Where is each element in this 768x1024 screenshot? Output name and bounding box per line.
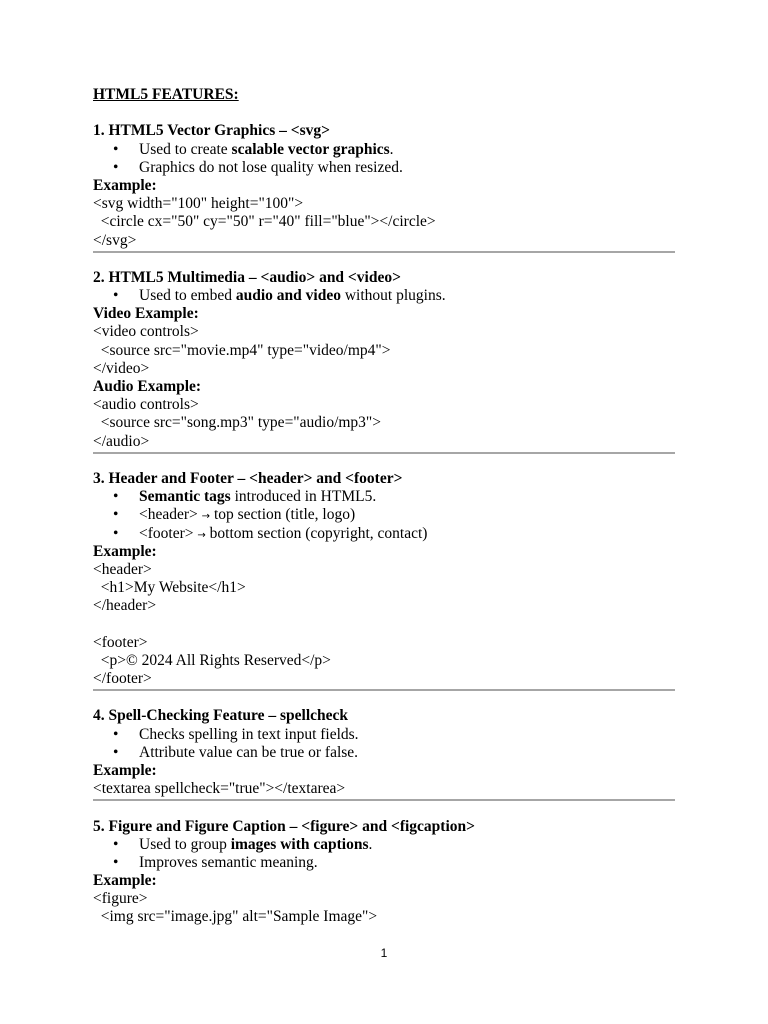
spacer bbox=[93, 253, 675, 269]
spacer bbox=[93, 801, 675, 817]
bullet-text: Attribute value can be true or false. bbox=[139, 743, 359, 761]
bullet-item bbox=[93, 854, 675, 872]
code-line: <svg width="100" height="100"> bbox=[93, 195, 304, 213]
code-line: </footer> bbox=[93, 670, 152, 687]
audio-example-label: Audio Example: bbox=[93, 378, 202, 395]
bullet-text: Used to group bbox=[139, 835, 231, 853]
code-line: </audio> bbox=[93, 432, 150, 450]
bullet-dot: • bbox=[113, 287, 119, 305]
code-line: <footer> bbox=[93, 633, 148, 651]
bullet-item bbox=[93, 159, 675, 177]
bullet-item bbox=[93, 488, 675, 506]
bullet-item bbox=[93, 744, 675, 762]
code-line: <source src="movie.mp4" type="video/mp4"> bbox=[93, 341, 391, 359]
code-line: <p>© 2024 All Rights Reserved</p> bbox=[93, 651, 331, 669]
spacer bbox=[93, 691, 675, 707]
code-line: <textarea spellcheck="true"></textarea> bbox=[93, 780, 346, 798]
document-page bbox=[93, 86, 675, 927]
spacer bbox=[93, 454, 675, 470]
bullet-dot: • bbox=[113, 158, 119, 176]
bullet-item bbox=[93, 525, 675, 543]
bullet-dot: • bbox=[113, 488, 119, 506]
spacer bbox=[93, 104, 675, 122]
bullet-text: without plugins. bbox=[340, 287, 446, 305]
section-1-heading: 1. HTML5 Vector Graphics – <svg> bbox=[93, 122, 330, 140]
document-title: HTML5 FEATURES: bbox=[93, 86, 239, 103]
bullet-dot: • bbox=[113, 853, 119, 871]
bullet-bold-text: images with captions bbox=[230, 835, 369, 853]
section-4-heading: 4. Spell-Checking Feature – spellcheck bbox=[93, 707, 349, 725]
section-2-heading: 2. HTML5 Multimedia – <audio> and <video> bbox=[93, 268, 401, 286]
bullet-dot: • bbox=[113, 140, 119, 158]
bullet-dot: • bbox=[113, 524, 119, 542]
section-5-heading: 5. Figure and Figure Caption – <figure> and <figcaption> bbox=[93, 817, 475, 835]
example-label: Example: bbox=[93, 872, 157, 890]
bullet-text: introduced in HTML5. bbox=[230, 488, 377, 506]
bullet-item bbox=[93, 141, 675, 159]
bullet-text: Checks spelling in text input fields. bbox=[139, 725, 359, 743]
bullet-dot: • bbox=[113, 725, 119, 743]
section-3-heading: 3. Header and Footer – <header> and <footer> bbox=[93, 469, 403, 487]
code-line: <img src="image.jpg" alt="Sample Image"> bbox=[93, 908, 378, 926]
code-line: </video> bbox=[93, 359, 150, 377]
bullet-dot: • bbox=[113, 506, 119, 524]
bullet-item bbox=[93, 836, 675, 854]
code-line: </header> bbox=[93, 597, 157, 615]
arrow-right-icon: → bbox=[201, 511, 211, 523]
bullet-item bbox=[93, 726, 675, 744]
bullet-item bbox=[93, 287, 675, 305]
code-line: <figure> bbox=[93, 890, 148, 908]
bullet-bold-text: audio and video bbox=[235, 287, 341, 305]
code-line: <audio controls> bbox=[93, 396, 199, 414]
bullet-dot: • bbox=[113, 743, 119, 761]
bullet-text: . bbox=[389, 140, 394, 158]
video-example-label: Video Example: bbox=[93, 305, 199, 323]
bullet-text: Graphics do not lose quality when resized. bbox=[139, 158, 403, 176]
bullet-text: bottom section (copyright, contact) bbox=[205, 524, 428, 542]
bullet-text: Used to create bbox=[139, 140, 232, 158]
code-line: <source src="song.mp3" type="audio/mp3"> bbox=[93, 414, 381, 432]
code-line: <video controls> bbox=[93, 323, 199, 341]
code-line: </svg> bbox=[93, 231, 137, 249]
bullet-text: <footer> bbox=[139, 524, 198, 542]
bullet-bold-text: Semantic tags bbox=[139, 488, 231, 506]
example-label: Example: bbox=[93, 176, 157, 194]
bullet-text: Used to embed bbox=[139, 287, 236, 305]
page-number: 1 bbox=[380, 946, 388, 960]
example-label: Example: bbox=[93, 542, 157, 560]
example-label: Example: bbox=[93, 761, 157, 779]
spacer bbox=[93, 615, 675, 633]
bullet-text: . bbox=[368, 835, 373, 853]
code-line: <header> bbox=[93, 560, 152, 578]
bullet-item bbox=[93, 506, 675, 524]
bullet-text: <header> bbox=[139, 506, 202, 524]
bullet-dot: • bbox=[113, 835, 119, 853]
arrow-right-icon: → bbox=[197, 529, 206, 541]
code-line: <h1>My Website</h1> bbox=[93, 579, 246, 597]
bullet-text: Improves semantic meaning. bbox=[139, 853, 318, 871]
bullet-bold-text: scalable vector graphics bbox=[231, 140, 390, 158]
bullet-text: top section (title, logo) bbox=[210, 506, 356, 524]
code-line: <circle cx="50" cy="50" r="40" fill="blue"></circle> bbox=[93, 213, 436, 231]
